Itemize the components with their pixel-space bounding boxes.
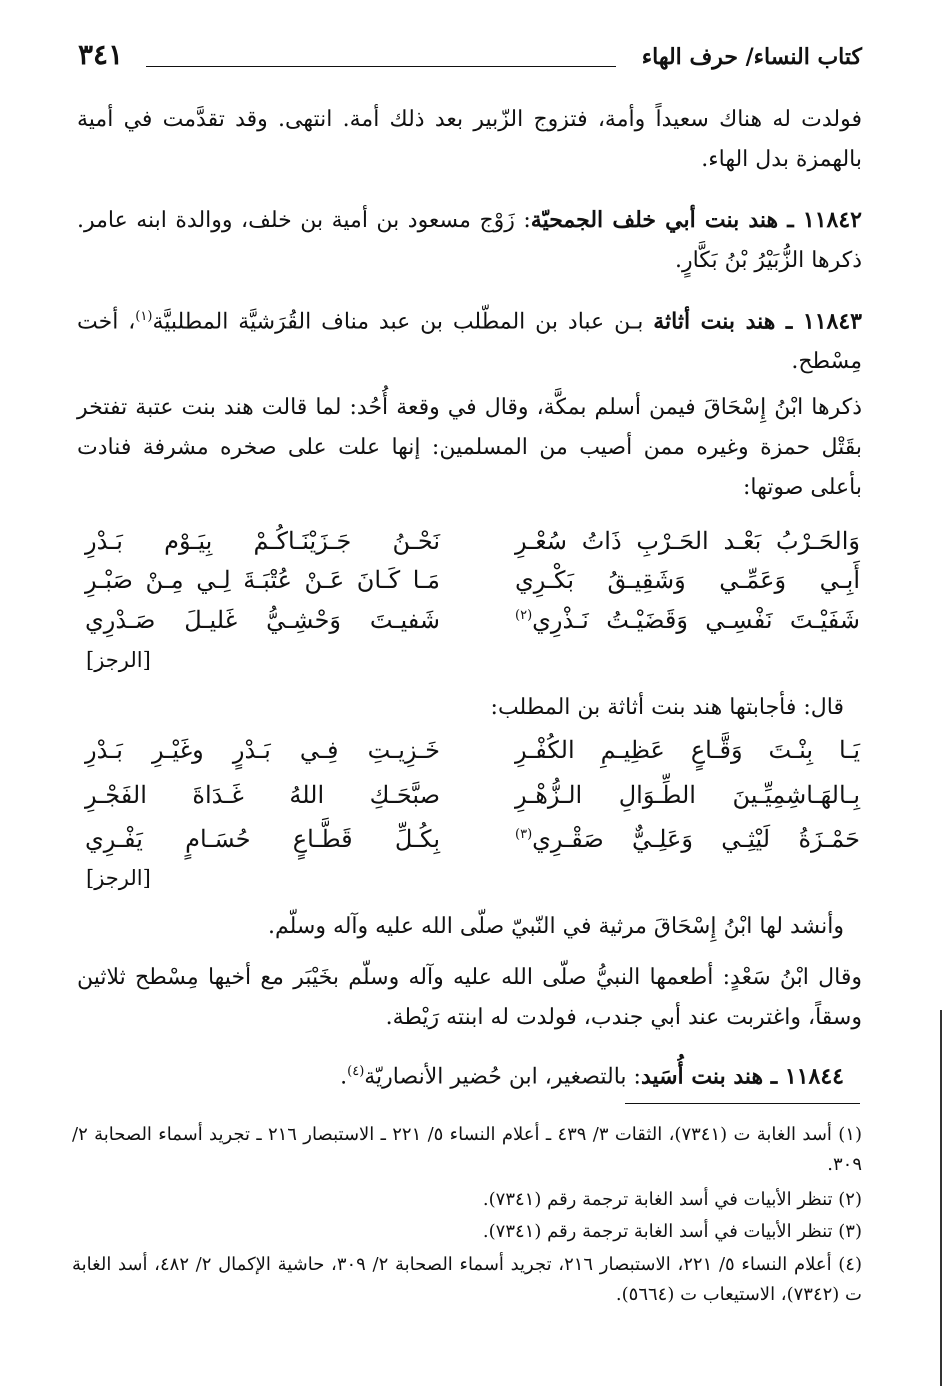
footnote-ref: (٢): [515, 608, 533, 623]
paragraph-anshad: وأنشد لها ابْنُ إِسْحَاقَ مرثية في النّبيّ صلّى الله عليه وآله وسلّم.: [267, 914, 844, 939]
footnote-ref: (١): [135, 309, 153, 324]
footnote-separator: [625, 1103, 860, 1104]
header-rule: [146, 66, 616, 67]
entry-text-tail: .: [340, 1064, 348, 1090]
meter-label: [الرجز]: [86, 866, 151, 890]
verse-hemistich: نَحْـنُ جَـزَيْنَـاكُـمْ بِيَـوْم بَـدْرِ: [85, 527, 440, 555]
running-header: [78, 38, 862, 78]
verse-hemistich: مَـا كَـانَ عَـنْ عُتْبَـةَ لِـي مِـنْ صَبْـرِ: [85, 566, 440, 594]
paragraph-story: ذكرها ابْنُ إِسْحَاقَ فيمن أسلم بمكَّة، وقال في وقعة أُحُد: لما قالت هند بنت عتبة تفتخر بقَتْل حمزة وغيره ممن أصيب من المسلمين: إنها علت على صخره مشرفة فنادت بأعلى صوتها:: [77, 395, 862, 500]
verse-hemistich: [515, 825, 860, 853]
verse-hemistich: بِكُـلِّ قَطَّـاعٍ حُسَـامٍ يَفْـرِي: [85, 825, 440, 853]
verse-hemistich: وَالحَـرْبُ بَعْـد الحَـرْبِ ذَاتُ سُعْـرِ: [515, 527, 860, 555]
entry-11844: [59, 1052, 844, 1097]
entry-11842: [77, 200, 862, 281]
entry-heading: ١١٨٤٤ ـ هند بنت أُسَيد: [640, 1063, 844, 1090]
footnote: (٤) أعلام النساء ٥/ ٢٢١، الاستبصار ٢١٦، تجريد أسماء الصحابة ٢/ ٣٠٩، حاشية الإكمال ٢/ ٤٨٢، أسد الغابة ت (٧٣٤٢)، الاستيعاب ت (٥٦٦٤).: [72, 1254, 862, 1305]
entry-text: : زَوْج مسعود بن أمية بن خلف، ووالدة ابنه عامر. ذكرها الزُّبَيْرُ بْنُ بَكَّارٍ.: [77, 208, 862, 273]
entry-11843: [77, 297, 862, 382]
verse-hemistich: صبَّحَـكِ اللهُ غَـدَاةَ الفَجْـرِ: [85, 781, 440, 809]
verse-hemistich: أَبِـي وَعَمِّـي وَشَقِيـقُ بَكْـرِي: [515, 566, 860, 594]
entry-heading: ١١٨٤٢ ـ هند بنت أبي خلف الجمحيّة: [530, 207, 862, 233]
verse-hemistich: خَـزِيـتِ فِـي بَـدْرٍ وغَيْـرِ بَـدْرِ: [85, 736, 440, 764]
paragraph-reply: قال: فأجابتها هند بنت أثاثة بن المطلب:: [490, 695, 844, 720]
entry-text: : بالتصغير، ابن حُضير الأنصاريّة: [364, 1064, 641, 1090]
verse-text: شَفَيْـتَ نَفْسِـي وَقَضَيْـتُ نَـذْرِي: [532, 606, 860, 634]
footnote: (١) أسد الغابة ت (٧٣٤١)، الثقات ٣/ ٤٣٩ ـ أعلام النساء ٥/ ٢٢١ ـ الاستبصار ٢١٦ ـ تجريد أسماء الصحابة ٢/ ٣٠٩.: [72, 1124, 862, 1175]
paragraph-ibn-saad: وقال ابْنُ سَعْدٍ: أطعمها النبيُّ صلّى الله عليه وآله وسلّم بخَيْبَر مع أخيها مِسْطح ثلاثين وسقاً، واغتربت عند أبي جندب، فولدت له ابنته رَيْطة.: [77, 965, 862, 1030]
entry-heading: ١١٨٤٣ ـ هند بنت أثاثة: [653, 308, 862, 335]
paragraph-continuation: فولدت له هناك سعيداً وأمة، فتزوج الزّبير بعد ذلك أمة. انتهى. وقد تقدَّمت في أمية بالهمزة بدل الهاء.: [77, 107, 862, 172]
verse-hemistich: بِـالهَـاشِمِيِّـينَ الطِّـوَالِ الـزُّهْـرِ: [515, 781, 860, 809]
running-title: كتاب النساء/ حرف الهاء: [641, 44, 862, 70]
footnote: (٢) تنظر الأبيات في أسد الغابة ترجمة رقم (٧٣٤١).: [482, 1189, 862, 1210]
footnote: (٣) تنظر الأبيات في أسد الغابة ترجمة رقم (٧٣٤١).: [482, 1221, 862, 1242]
entry-text-tail: ، أخت مِسْطح.: [77, 309, 862, 375]
verse-hemistich: شَفيـتَ وَحْشِـيُّ غَليـلَ صَـدْرِي: [85, 606, 440, 634]
meter-label: [الرجز]: [86, 648, 151, 672]
footnote-ref: (٤): [347, 1064, 365, 1079]
verse-hemistich: يَـا بِنْـتَ وَقَّـاعٍ عَظِيـمِ الكُفْـرِ: [515, 736, 860, 764]
verse-hemistich: [515, 606, 860, 634]
page-number: ٣٤١: [78, 38, 124, 71]
entry-text: بـن عباد بن المطّلب بن عبد مناف القُرَشيَّة المطلبيَّة: [152, 309, 654, 335]
footnote-ref: (٣): [515, 827, 533, 842]
verse-text: حَمْـزَةُ لَيْثِـي وَعَلِـيٌّ صَقْـرِي: [532, 825, 860, 853]
